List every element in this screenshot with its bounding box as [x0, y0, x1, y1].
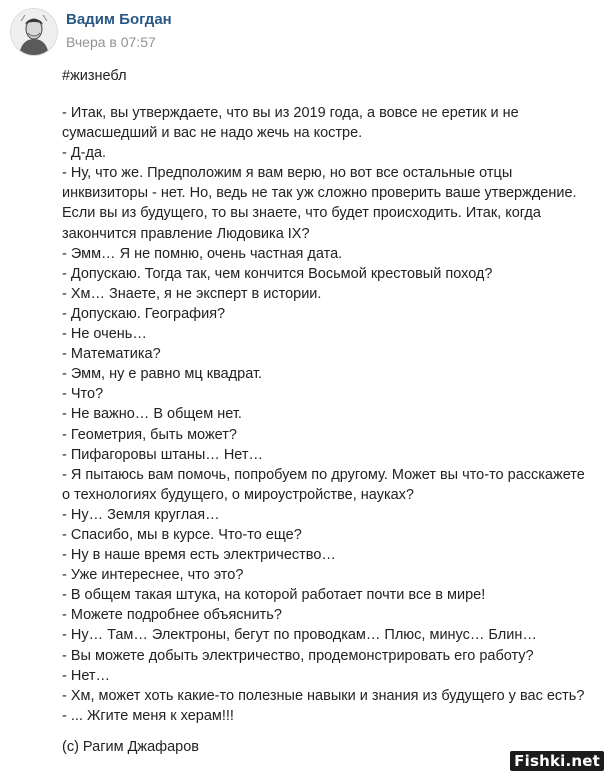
post-line: - Уже интереснее, что это? — [62, 567, 244, 584]
post-line: - Я пытаюсь вам помочь, попробуем по другому. Может вы что-то расскажете — [62, 466, 585, 483]
author-name-link[interactable]: Вадим Богдан — [66, 11, 172, 28]
post-line: - Хм, может хоть какие-то полезные навыки и знания из будущего у вас есть? — [62, 687, 585, 704]
post-line: - Хм… Знаете, я не эксперт в истории. — [62, 285, 322, 302]
post-line: закончится правление Людовика IX? — [62, 225, 310, 242]
post-line: - Эмм… Я не помню, очень частная дата. — [62, 245, 343, 262]
post-line: - Ну… Там… Электроны, бегут по проводкам… Плюс, минус… Блин… — [62, 627, 537, 644]
avatar-portrait-icon — [11, 9, 57, 55]
post-line: сумасшедший и вас не надо жечь на костре. — [62, 125, 363, 142]
post-line: - Пифагоровы штаны… Нет… — [62, 446, 264, 463]
post-line: - Допускаю. Тогда так, чем кончится Восьмой крестовый поход? — [62, 265, 493, 282]
post-line: инквизиторы - нет. Но, ведь не так уж сложно проверить ваше утверждение. — [62, 185, 577, 202]
post-line: - Ну… Земля круглая… — [62, 506, 220, 523]
post-line: - Итак, вы утверждаете, что вы из 2019 года, а вовсе не еретик и не — [62, 105, 519, 121]
post-line: - Не важно… В общем нет. — [62, 406, 242, 423]
post-line: - ... Жгите меня к херам!!! — [62, 707, 234, 724]
post-line: - Спасибо, мы в курсе. Что-то еще? — [62, 526, 302, 543]
hashtag-link[interactable]: #жизнебл — [62, 68, 127, 84]
post-line: - Не очень… — [62, 326, 147, 343]
post-line: - Эмм, ну е равно мц квадрат. — [62, 366, 263, 383]
post-line: - Вы можете добыть электричество, продемонстрировать его работу? — [62, 647, 534, 664]
post-line: - Д-да. — [62, 145, 107, 162]
watermark-logo: Fishki.net — [510, 751, 604, 771]
author-avatar[interactable] — [10, 8, 58, 56]
post-timestamp[interactable]: Вчера в 07:57 — [66, 34, 156, 50]
post-line: Если вы из будущего, то вы знаете, что будет происходить. Итак, когда — [62, 205, 541, 222]
post-line: - В общем такая штука, на которой работает почти все в мире! — [62, 587, 486, 604]
post-header — [10, 8, 172, 56]
post-line: - Допускаю. География? — [62, 305, 226, 322]
post-line: - Нет… — [62, 667, 111, 684]
post-body-text — [62, 103, 610, 726]
post-line: - Можете подробнее объяснить? — [62, 607, 282, 624]
post-line: - Ну в наше время есть электричество… — [62, 547, 336, 564]
post-line: - Геометрия, быть может? — [62, 426, 237, 443]
post-line: - Математика? — [62, 346, 161, 363]
author-block — [66, 8, 172, 52]
post-line: о технологиях будущего, о мироустройстве, науках? — [62, 486, 415, 503]
post-line: - Что? — [62, 386, 104, 403]
post-line: - Ну, что же. Предположим я вам верю, но вот все остальные отцы — [62, 165, 513, 182]
post-signature: (с) Рагим Джафаров — [62, 739, 199, 755]
